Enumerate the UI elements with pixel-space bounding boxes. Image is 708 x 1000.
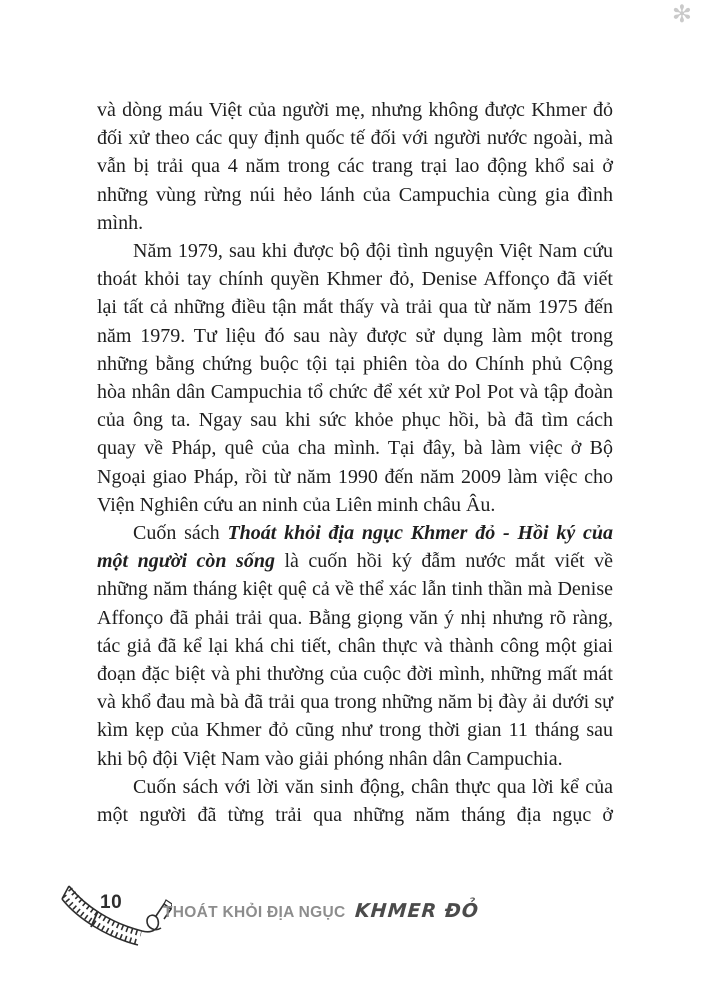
flower-ornament-icon: ✻ bbox=[671, 0, 692, 28]
footer-book-title bbox=[163, 900, 478, 922]
body-text bbox=[97, 96, 613, 829]
page-footer bbox=[60, 882, 660, 952]
page-number: 10 bbox=[100, 892, 123, 913]
text-segment: Cuốn sách bbox=[133, 522, 228, 545]
footer-title-regular: THOÁT KHỎI ĐỊA NGỤC bbox=[163, 904, 346, 921]
paragraph bbox=[97, 96, 613, 237]
text-segment: và dòng máu Việt của người mẹ, nhưng không được Khmer đỏ đối xử theo các quy định quốc tế đối với người nước ngoài, mà vẫn bị trải qua 4 năm trong các trang trại lao động khổ sai ở những vùng rừng núi hẻo lánh của Campuchia cùng gia đình mình. bbox=[97, 99, 613, 234]
filmstrip-icon bbox=[60, 882, 172, 952]
text-segment: là cuốn hồi ký đẫm nước mắt viết về những năm tháng kiệt quệ cả về thể xác lẫn tinh thần mà Denise Affonço đã phải trải qua. Bằng giọng văn ý nhị nhưng rõ ràng, tác giả đã kể lại khá chi tiết, chân thực và thành công một giai đoạn đặc biệt và phi thường của cuộc đời mình, những mất mát và khổ đau mà bà đã trải qua trong những năm bị đày ải dưới sự kìm kẹp của Khmer đỏ cũng như trong thời gian 11 tháng sau khi bộ đội Việt Nam vào giải phóng nhân dân Campuchia. bbox=[97, 550, 613, 770]
paragraph bbox=[97, 773, 613, 829]
paragraph bbox=[97, 519, 613, 773]
footer-title-brush: KHMER ĐỎ bbox=[353, 900, 480, 922]
text-segment: Cuốn sách với lời văn sinh động, chân thực qua lời kể của một người đã từng trải qua những năm tháng địa ngục ở bbox=[97, 775, 613, 827]
text-segment: Năm 1979, sau khi được bộ đội tình nguyện Việt Nam cứu thoát khỏi tay chính quyền Khmer đỏ, Denise Affonço đã viết lại tất cả những điều tận mắt thấy và trải qua từ năm 1975 đến năm 1979. Tư liệu đó sau này được sử dụng làm một trong những bằng chứng buộc tội tại phiên tòa do Chính phủ Cộng hòa nhân dân Campuchia tổ chức để xét xử Pol Pot và tập đoàn của ông ta. Ngay sau khi sức khỏe phục hồi, bà đã tìm cách quay về Pháp, quê của cha mình. Tại đây, bà làm việc ở Bộ Ngoại giao Pháp, rồi từ năm 1990 đến năm 2009 làm việc cho Viện Nghiên cứu an ninh của Liên minh châu Âu. bbox=[97, 240, 613, 516]
paragraph bbox=[97, 237, 613, 519]
inline-book-title: Thoát khỏi địa ngục Khmer đỏ - Hồi ký của một người còn sống bbox=[97, 522, 613, 573]
